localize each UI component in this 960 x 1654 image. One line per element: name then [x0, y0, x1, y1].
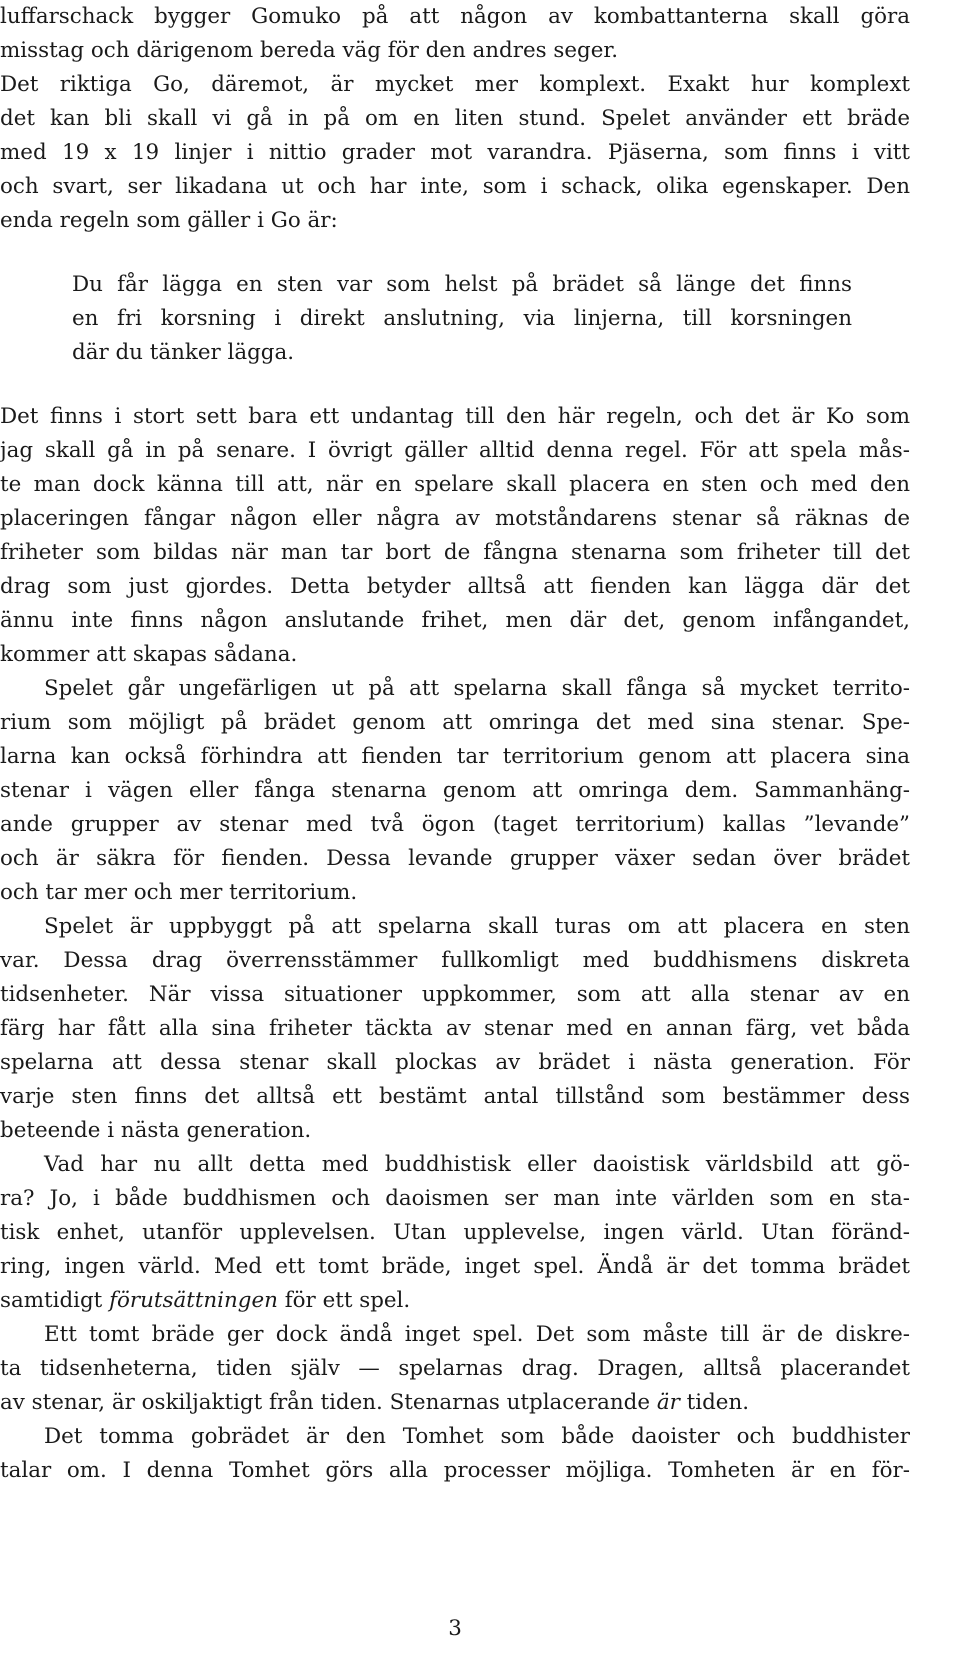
- text-line: Det riktiga Go, däremot, är mycket mer komplext. Exakt hur komplext: [0, 72, 910, 97]
- text-line: färg har fått alla sina friheter täckta av stenar med en annan färg, vet båda: [0, 1016, 910, 1041]
- text-line: misstag och därigenom bereda väg för den andres seger.: [0, 38, 619, 63]
- text-line: drag som just gjordes. Detta betyder alltså att fienden kan lägga där det: [0, 574, 910, 599]
- text-line: placeringen fångar någon eller några av motståndarens stenar så räknas de: [0, 506, 910, 531]
- text-segment: tiden.: [686, 1390, 750, 1415]
- text-line: jag skall gå in på senare. I övrigt gäller alltid denna regel. För att spela mås-: [0, 438, 910, 463]
- text-line: och svart, ser likadana ut och har inte, som i schack, olika egenskaper. Den: [0, 174, 910, 199]
- text-line: [0, 1284, 910, 1318]
- text-line: beteende i nästa generation.: [0, 1118, 312, 1143]
- page-number: 3: [448, 1616, 462, 1641]
- text-line: ta tidsenheterna, tiden själv — spelarnas drag. Dragen, alltså placerandet: [0, 1356, 910, 1381]
- text-line: ande grupper av stenar med två ögon (taget territorium) kallas ”levande”: [0, 812, 910, 837]
- quote-line: Du får lägga en sten var som helst på brädet så länge det finns: [72, 272, 852, 297]
- emphasized-text: är: [656, 1390, 680, 1415]
- text-line: och tar mer och mer territorium.: [0, 880, 358, 905]
- text-line: spelarna att dessa stenar skall plockas av brädet i nästa generation. För: [0, 1050, 910, 1075]
- text-segment: för ett spel.: [284, 1288, 411, 1313]
- text-line: rium som möjligt på brädet genom att omringa det med sina stenar. Spe-: [0, 710, 910, 735]
- text-line: enda regeln som gäller i Go är:: [0, 208, 338, 233]
- text-line: tidsenheter. När vissa situationer uppkommer, som att alla stenar av en: [0, 982, 910, 1007]
- text-line: luffarschack bygger Gomuko på att någon av kombattanterna skall göra: [0, 4, 910, 29]
- text-line: friheter som bildas när man tar bort de fångna stenarna som friheter till det: [0, 540, 910, 565]
- text-line: ra? Jo, i både buddhismen och daoismen ser man inte världen som en sta-: [0, 1186, 910, 1211]
- text-line: och är säkra för fienden. Dessa levande grupper växer sedan över brädet: [0, 846, 910, 871]
- text-line: larna kan också förhindra att fienden tar territorium genom att placera sina: [0, 744, 910, 769]
- text-line: det kan bli skall vi gå in på om en liten stund. Spelet använder ett bräde: [0, 106, 910, 131]
- text-line: tisk enhet, utanför upplevelsen. Utan upplevelse, ingen värld. Utan föränd-: [0, 1220, 910, 1245]
- text-line: [0, 1386, 910, 1420]
- text-line: varje sten finns det alltså ett bestämt antal tillstånd som bestämmer dess: [0, 1084, 910, 1109]
- quote-line: en fri korsning i direkt anslutning, via linjerna, till korsningen: [72, 306, 852, 331]
- text-line: stenar i vägen eller fånga stenarna genom att omringa dem. Sammanhäng-: [0, 778, 910, 803]
- quote-line: där du tänker lägga.: [72, 340, 295, 365]
- text-line: Det finns i stort sett bara ett undantag till den här regeln, och det är Ko som: [0, 404, 910, 429]
- text-line: Det tomma gobrädet är den Tomhet som både daoister och buddhister: [44, 1424, 910, 1449]
- text-line: ännu inte finns någon anslutande frihet, men där det, genom infångandet,: [0, 608, 910, 633]
- text-line: Ett tomt bräde ger dock ändå inget spel. Det som måste till är de diskre-: [44, 1322, 910, 1347]
- text-segment: samtidigt: [0, 1288, 103, 1313]
- text-line: ring, ingen värld. Med ett tomt bräde, inget spel. Ändå är det tomma brädet: [0, 1254, 910, 1279]
- text-line: Spelet är uppbyggt på att spelarna skall turas om att placera en sten: [44, 914, 910, 939]
- text-line: Spelet går ungefärligen ut på att spelarna skall fånga så mycket territo-: [44, 676, 910, 701]
- text-line: med 19 x 19 linjer i nittio grader mot varandra. Pjäserna, som finns i vitt: [0, 140, 910, 165]
- text-segment: av stenar, är oskiljaktigt från tiden. Stenarnas utplacerande: [0, 1390, 651, 1415]
- text-line: kommer att skapas sådana.: [0, 642, 298, 667]
- text-line: Vad har nu allt detta med buddhistisk eller daoistisk världsbild att gö-: [44, 1152, 910, 1177]
- text-line: talar om. I denna Tomhet görs alla processer möjliga. Tomheten är en för-: [0, 1458, 910, 1483]
- text-line: var. Dessa drag överrensstämmer fullkomligt med buddhismens diskreta: [0, 948, 910, 973]
- text-line: te man dock känna till att, när en spelare skall placera en sten och med den: [0, 472, 910, 497]
- emphasized-text: förutsättningen: [109, 1288, 278, 1313]
